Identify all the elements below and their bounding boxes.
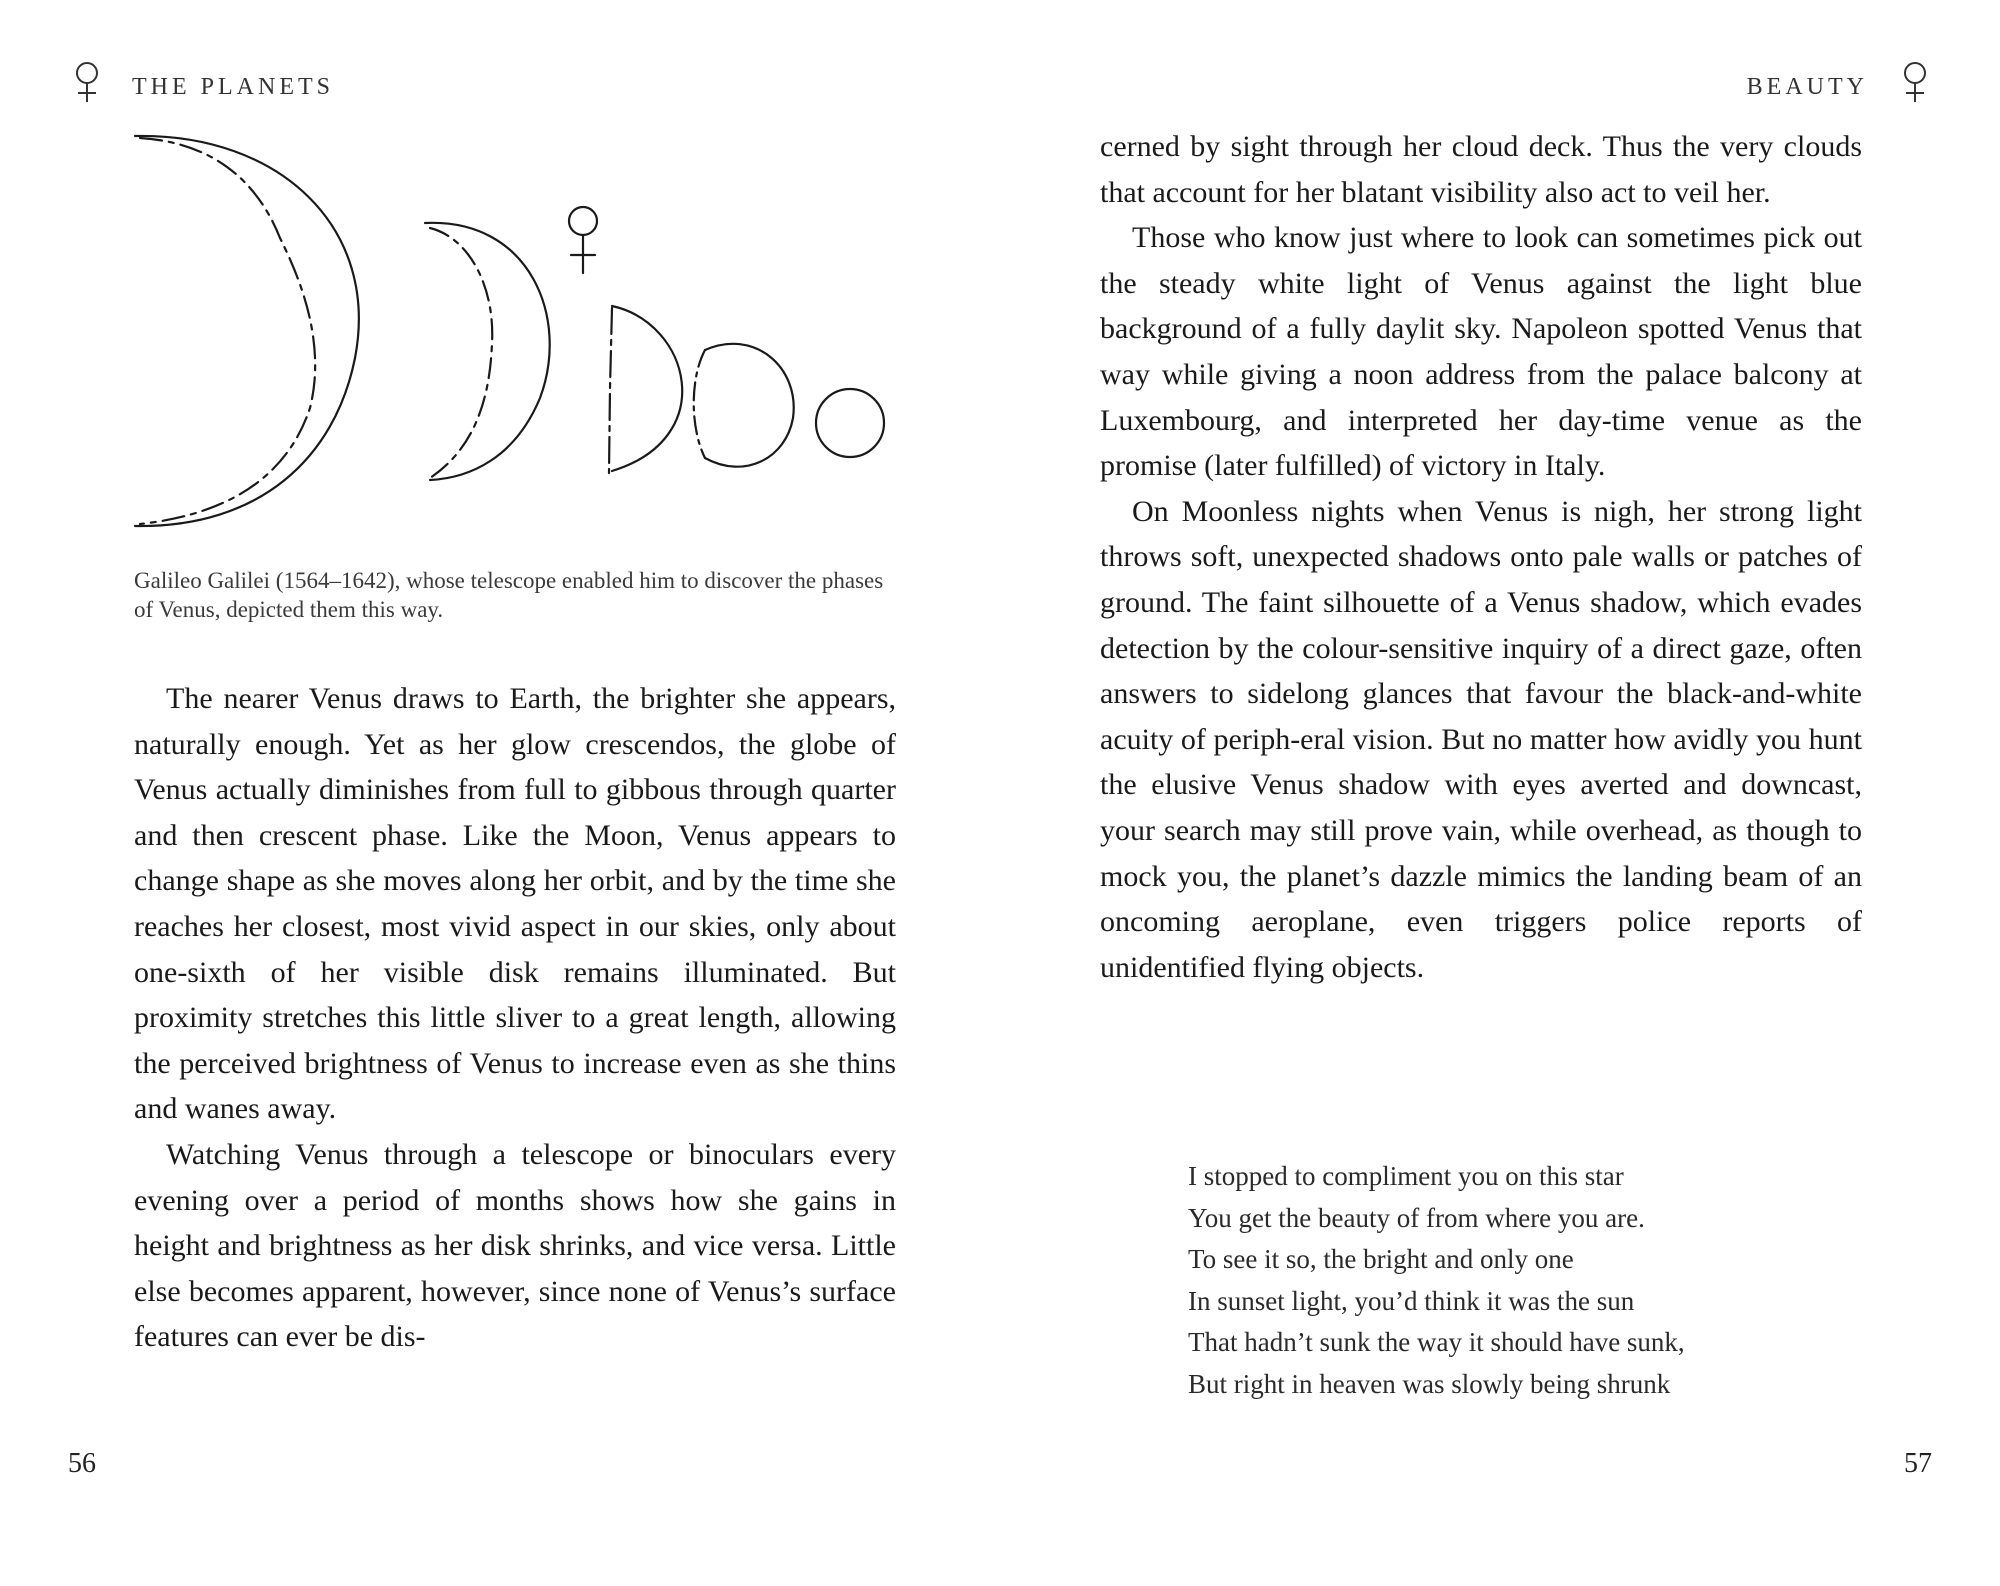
right-body-text (1100, 124, 1862, 990)
poem-quote (1188, 1156, 1828, 1405)
paragraph: On Moonless nights when Venus is nigh, her strong light throws soft, unexpected shadows onto pale walls or patches of ground. The faint silhouette of a Venus shadow, which evades detection by the colour-sensitive inquiry of a direct gaze, often answers to sidelong glances that favour the black-and-white acuity of periph-eral vision. But no matter how avidly you hunt the elusive Venus shadow with eyes averted and downcast, your search may still prove vain, while overhead, as though to mock you, the planet’s dazzle mimics the landing beam of an oncoming aeroplane, even triggers police reports of unidentified flying objects. (1100, 494, 1862, 984)
right-page (1000, 0, 2000, 1586)
venus-symbol-icon (70, 60, 104, 104)
phase-gibbous (705, 344, 794, 467)
phase-crescent-medium (425, 223, 550, 480)
phase-crescent-medium-terminator (430, 228, 492, 478)
venus-symbol-icon (1898, 60, 1932, 104)
poem-line: That hadn’t sunk the way it should have sunk, (1188, 1327, 1685, 1357)
paragraph: Watching Venus through a telescope or binoculars every evening over a period of months shows how she gains in height and brightness as her disk shrinks, and vice versa. Little else becomes apparent, however, since none of Venus’s surface features can ever be dis- (134, 1137, 896, 1354)
phase-quarter (612, 306, 682, 471)
phase-crescent-large-terminator (140, 138, 315, 524)
phase-full (816, 389, 884, 457)
phase-gibbous-terminator (694, 350, 705, 458)
left-body-text (134, 676, 896, 1360)
paragraph: The nearer Venus draws to Earth, the brighter she appears, naturally enough. Yet as her glow crescendos, the globe of Venus actually diminishes from full to gibbous through quarter and then crescent phase. Like the Moon, Venus appears to change shape as she moves along her orbit, and by the time she reaches her closest, most vivid aspect in our skies, only about one-sixth of her visible disk remains illuminated. But proximity stretches this little sliver to a great length, allowing the perceived brightness of Venus to increase even as she thins and wanes away. (134, 682, 896, 1126)
poem-line: But right in heaven was slowly being shrunk (1188, 1368, 1671, 1399)
figure-caption: Galileo Galilei (1564–1642), whose telescope enabled him to discover the phases of Venus, depicted them this way. (134, 568, 884, 622)
phase-venus-symbol-ring (569, 207, 597, 235)
running-head: BEAUTY (1746, 74, 1868, 100)
poem-line: You get the beauty of from where you are. (1188, 1202, 1645, 1233)
poem-line: To see it so, the bright and only one (1188, 1244, 1574, 1274)
paragraph: cerned by sight through her cloud deck. Thus the very clouds that account for her blatant visibility also act to veil her. (1100, 130, 1862, 209)
venus-phases-drawing (130, 128, 900, 538)
poem-line: I stopped to compliment you on this star (1188, 1161, 1624, 1191)
venus-phases-illustration (130, 128, 900, 538)
phase-quarter-terminator (609, 308, 612, 473)
page-number: 57 (1904, 1448, 1932, 1479)
paragraph: Those who know just where to look can sometimes pick out the steady white light of Venus against the light blue background of a fully daylit sky. Napoleon spotted Venus that way while giving a noon address from the palace balcony at Luxembourg, and interpreted her day-time venue as the promise (later fulfilled) of victory in Italy. (1100, 221, 1862, 483)
page-number: 56 (68, 1448, 96, 1479)
running-head: THE PLANETS (132, 74, 334, 100)
poem-line: In sunset light, you’d think it was the sun (1188, 1285, 1635, 1316)
phase-crescent-large (135, 136, 359, 526)
